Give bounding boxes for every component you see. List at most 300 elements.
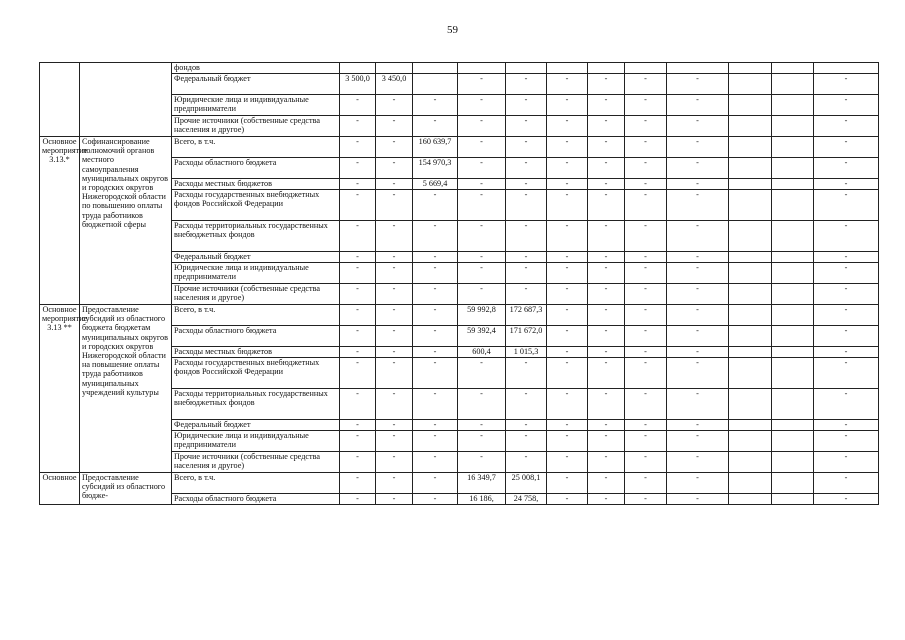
value-cell: - — [588, 420, 625, 431]
value-cell: - — [547, 347, 588, 358]
value-cell: - — [340, 305, 376, 326]
value-cell: - — [814, 358, 879, 389]
value-cell: - — [625, 190, 667, 221]
value-cell: - — [506, 452, 547, 473]
value-cell — [729, 190, 772, 221]
value-cell — [376, 63, 413, 74]
value-cell: - — [547, 190, 588, 221]
value-cell: - — [588, 326, 625, 347]
value-cell: 160 639,7 — [413, 137, 458, 158]
value-cell: - — [547, 452, 588, 473]
value-cell: - — [458, 420, 506, 431]
value-cell: - — [413, 284, 458, 305]
value-cell: - — [376, 347, 413, 358]
value-cell: - — [506, 95, 547, 116]
value-cell: - — [625, 137, 667, 158]
funding-source-cell: фондов — [172, 63, 340, 74]
value-cell: - — [413, 452, 458, 473]
event-name-cell — [80, 63, 172, 137]
value-cell: - — [458, 284, 506, 305]
value-cell: - — [547, 284, 588, 305]
value-cell: 59 992,8 — [458, 305, 506, 326]
value-cell: - — [588, 452, 625, 473]
value-cell — [413, 74, 458, 95]
value-cell: - — [458, 252, 506, 263]
value-cell: - — [506, 179, 547, 190]
value-cell: - — [413, 389, 458, 420]
value-cell: - — [413, 347, 458, 358]
value-cell — [814, 63, 879, 74]
funding-source-cell: Федеральный бюджет — [172, 74, 340, 95]
value-cell: - — [413, 420, 458, 431]
value-cell: - — [413, 252, 458, 263]
value-cell: - — [458, 137, 506, 158]
value-cell: - — [413, 190, 458, 221]
value-cell: - — [340, 452, 376, 473]
value-cell: 3 450,0 — [376, 74, 413, 95]
value-cell: - — [506, 420, 547, 431]
value-cell: - — [625, 221, 667, 252]
value-cell: 172 687,3 — [506, 305, 547, 326]
value-cell: - — [588, 221, 625, 252]
funding-source-cell: Расходы областного бюджета — [172, 326, 340, 347]
value-cell: - — [506, 389, 547, 420]
value-cell — [772, 179, 814, 190]
value-cell — [772, 494, 814, 505]
value-cell — [506, 63, 547, 74]
event-name-cell: Предоставление субсидий из областного бюдже- — [80, 473, 172, 505]
value-cell: - — [547, 305, 588, 326]
value-cell: - — [588, 347, 625, 358]
value-cell: - — [625, 358, 667, 389]
value-cell: - — [667, 494, 729, 505]
value-cell: - — [376, 305, 413, 326]
value-cell: - — [340, 347, 376, 358]
value-cell: - — [667, 252, 729, 263]
value-cell: 171 672,0 — [506, 326, 547, 347]
value-cell: - — [625, 95, 667, 116]
value-cell: - — [547, 263, 588, 284]
funding-source-cell: Федеральный бюджет — [172, 252, 340, 263]
funding-source-cell: Юридические лица и индивидуальные предприниматели — [172, 431, 340, 452]
value-cell: - — [340, 431, 376, 452]
value-cell: - — [458, 116, 506, 137]
value-cell: - — [376, 179, 413, 190]
value-cell: - — [376, 158, 413, 179]
value-cell — [458, 63, 506, 74]
value-cell: - — [667, 263, 729, 284]
value-cell — [729, 305, 772, 326]
funding-source-cell: Расходы местных бюджетов — [172, 347, 340, 358]
value-cell: - — [458, 358, 506, 389]
value-cell — [772, 190, 814, 221]
funding-source-cell: Расходы территориальных государственных внебюджетных фондов — [172, 221, 340, 252]
value-cell — [625, 63, 667, 74]
value-cell — [772, 74, 814, 95]
value-cell: - — [506, 74, 547, 95]
value-cell — [729, 347, 772, 358]
value-cell: - — [625, 179, 667, 190]
funding-source-cell: Расходы местных бюджетов — [172, 179, 340, 190]
value-cell — [729, 431, 772, 452]
value-cell — [729, 116, 772, 137]
value-cell: - — [588, 431, 625, 452]
value-cell — [772, 358, 814, 389]
value-cell: - — [625, 116, 667, 137]
value-cell: - — [588, 158, 625, 179]
value-cell: - — [458, 431, 506, 452]
value-cell: - — [413, 431, 458, 452]
value-cell: - — [506, 263, 547, 284]
value-cell — [729, 263, 772, 284]
value-cell — [729, 389, 772, 420]
value-cell: - — [458, 95, 506, 116]
value-cell: - — [506, 252, 547, 263]
value-cell: - — [547, 179, 588, 190]
value-cell: - — [588, 252, 625, 263]
value-cell — [729, 63, 772, 74]
value-cell — [772, 347, 814, 358]
value-cell: - — [458, 221, 506, 252]
value-cell: - — [340, 252, 376, 263]
value-cell: 16 349,7 — [458, 473, 506, 494]
value-cell — [729, 452, 772, 473]
value-cell: - — [413, 95, 458, 116]
table-row — [40, 305, 879, 326]
value-cell: - — [814, 263, 879, 284]
value-cell — [772, 452, 814, 473]
value-cell: - — [547, 326, 588, 347]
value-cell: - — [547, 358, 588, 389]
value-cell — [729, 137, 772, 158]
value-cell: - — [667, 158, 729, 179]
table-row — [40, 137, 879, 158]
value-cell: - — [667, 305, 729, 326]
value-cell: - — [340, 389, 376, 420]
funding-source-cell: Прочие источники (собственные средства населения и другое) — [172, 284, 340, 305]
value-cell: - — [625, 389, 667, 420]
value-cell — [772, 252, 814, 263]
value-cell: - — [376, 252, 413, 263]
value-cell: - — [588, 389, 625, 420]
value-cell: - — [814, 158, 879, 179]
page-number: 59 — [447, 24, 458, 36]
value-cell: - — [588, 305, 625, 326]
value-cell — [729, 494, 772, 505]
value-cell: - — [340, 95, 376, 116]
value-cell: - — [506, 158, 547, 179]
value-cell: - — [413, 116, 458, 137]
funding-source-cell: Юридические лица и индивидуальные предприниматели — [172, 95, 340, 116]
value-cell: - — [376, 473, 413, 494]
value-cell: - — [814, 305, 879, 326]
value-cell: - — [413, 326, 458, 347]
table-row — [40, 473, 879, 494]
funding-source-cell: Всего, в т.ч. — [172, 473, 340, 494]
value-cell: - — [506, 190, 547, 221]
value-cell — [729, 95, 772, 116]
value-cell: - — [588, 179, 625, 190]
value-cell: - — [458, 190, 506, 221]
value-cell: - — [814, 137, 879, 158]
value-cell: - — [625, 158, 667, 179]
value-cell: - — [506, 284, 547, 305]
value-cell — [729, 420, 772, 431]
value-cell: - — [506, 431, 547, 452]
value-cell: - — [814, 431, 879, 452]
value-cell: - — [376, 137, 413, 158]
value-cell: - — [667, 431, 729, 452]
value-cell: - — [376, 221, 413, 252]
event-name-cell: Предоставление субсидий из областного бюджета бюджетам муниципальных округов и городских округов Нижегородской области на повышение оплаты труда работников муниципальных учреждений культуры — [80, 305, 172, 473]
value-cell: - — [667, 74, 729, 95]
value-cell: - — [413, 221, 458, 252]
value-cell: - — [625, 252, 667, 263]
value-cell: - — [625, 263, 667, 284]
value-cell: - — [667, 347, 729, 358]
value-cell: - — [588, 190, 625, 221]
value-cell: - — [814, 420, 879, 431]
value-cell: - — [376, 431, 413, 452]
value-cell: - — [814, 190, 879, 221]
value-cell: - — [340, 494, 376, 505]
value-cell — [340, 63, 376, 74]
value-cell — [772, 431, 814, 452]
value-cell: - — [506, 137, 547, 158]
value-cell: - — [814, 116, 879, 137]
value-cell — [413, 63, 458, 74]
value-cell: - — [814, 221, 879, 252]
value-cell: - — [625, 473, 667, 494]
value-cell: - — [413, 358, 458, 389]
value-cell: - — [376, 263, 413, 284]
value-cell: - — [547, 431, 588, 452]
value-cell: - — [547, 221, 588, 252]
value-cell: - — [340, 221, 376, 252]
funding-source-cell: Всего, в т.ч. — [172, 137, 340, 158]
funding-source-cell: Расходы областного бюджета — [172, 158, 340, 179]
value-cell: 59 392,4 — [458, 326, 506, 347]
value-cell — [729, 358, 772, 389]
value-cell — [772, 389, 814, 420]
value-cell: - — [547, 473, 588, 494]
event-name-cell: Софинансирование полномочий органов местного самоуправления муниципальных округов и городских округов Нижегородской области по повышению оплаты труда работников бюджетной сферы — [80, 137, 172, 305]
value-cell: - — [814, 389, 879, 420]
value-cell: - — [625, 431, 667, 452]
value-cell: - — [413, 473, 458, 494]
value-cell: - — [458, 452, 506, 473]
value-cell: - — [667, 284, 729, 305]
value-cell: - — [458, 263, 506, 284]
value-cell: - — [588, 116, 625, 137]
value-cell: - — [588, 95, 625, 116]
value-cell: - — [588, 284, 625, 305]
value-cell — [772, 473, 814, 494]
value-cell: - — [814, 179, 879, 190]
value-cell: - — [667, 190, 729, 221]
value-cell: - — [340, 473, 376, 494]
value-cell: - — [667, 420, 729, 431]
value-cell — [729, 284, 772, 305]
funding-source-cell: Расходы государственных внебюджетных фондов Российской Федерации — [172, 358, 340, 389]
table-row — [40, 63, 879, 74]
value-cell: - — [506, 116, 547, 137]
value-cell: - — [814, 252, 879, 263]
value-cell: - — [588, 137, 625, 158]
value-cell — [772, 420, 814, 431]
value-cell: - — [588, 494, 625, 505]
value-cell: - — [667, 137, 729, 158]
value-cell: - — [588, 74, 625, 95]
value-cell: - — [625, 305, 667, 326]
value-cell: - — [588, 263, 625, 284]
value-cell: - — [814, 452, 879, 473]
value-cell: - — [667, 473, 729, 494]
value-cell: - — [376, 452, 413, 473]
value-cell — [588, 63, 625, 74]
value-cell: - — [547, 95, 588, 116]
value-cell: - — [814, 347, 879, 358]
value-cell — [729, 326, 772, 347]
value-cell: - — [814, 326, 879, 347]
funding-source-cell: Юридические лица и индивидуальные предприниматели — [172, 263, 340, 284]
value-cell: - — [547, 158, 588, 179]
value-cell — [772, 284, 814, 305]
value-cell: - — [814, 284, 879, 305]
event-cell: Основное мероприятие 3.13 ** — [40, 305, 80, 473]
value-cell: - — [340, 179, 376, 190]
value-cell: - — [376, 358, 413, 389]
value-cell: - — [667, 116, 729, 137]
funding-source-cell: Федеральный бюджет — [172, 420, 340, 431]
value-cell: 5 669,4 — [413, 179, 458, 190]
value-cell: - — [625, 452, 667, 473]
value-cell: - — [625, 494, 667, 505]
value-cell: - — [340, 116, 376, 137]
value-cell — [772, 137, 814, 158]
value-cell: - — [458, 389, 506, 420]
value-cell: - — [667, 221, 729, 252]
value-cell: - — [458, 179, 506, 190]
value-cell: - — [625, 420, 667, 431]
value-cell — [729, 74, 772, 95]
value-cell: - — [376, 116, 413, 137]
value-cell: - — [340, 263, 376, 284]
event-cell: Основное мероприятие 3.13.* — [40, 137, 80, 305]
value-cell — [772, 95, 814, 116]
value-cell: - — [340, 137, 376, 158]
value-cell: - — [376, 190, 413, 221]
value-cell: - — [667, 358, 729, 389]
funding-source-cell: Прочие источники (собственные средства населения и другое) — [172, 116, 340, 137]
value-cell: - — [458, 74, 506, 95]
value-cell: - — [814, 95, 879, 116]
value-cell: - — [340, 284, 376, 305]
value-cell: - — [625, 284, 667, 305]
value-cell: - — [376, 420, 413, 431]
value-cell: - — [667, 95, 729, 116]
funding-source-cell: Всего, в т.ч. — [172, 305, 340, 326]
value-cell: - — [376, 284, 413, 305]
value-cell: 16 186, — [458, 494, 506, 505]
value-cell — [729, 158, 772, 179]
value-cell: 1 015,3 — [506, 347, 547, 358]
budget-table — [39, 62, 879, 505]
value-cell: - — [814, 494, 879, 505]
event-cell: Основное — [40, 473, 80, 505]
value-cell: - — [588, 358, 625, 389]
value-cell: - — [376, 494, 413, 505]
value-cell: 25 008,1 — [506, 473, 547, 494]
value-cell: - — [340, 358, 376, 389]
value-cell: - — [667, 389, 729, 420]
value-cell: 600,4 — [458, 347, 506, 358]
value-cell: - — [547, 252, 588, 263]
value-cell: - — [547, 116, 588, 137]
value-cell — [772, 326, 814, 347]
value-cell: - — [667, 326, 729, 347]
value-cell: - — [667, 452, 729, 473]
value-cell: - — [547, 137, 588, 158]
value-cell: - — [547, 74, 588, 95]
funding-source-cell: Прочие источники (собственные средства населения и другое) — [172, 452, 340, 473]
value-cell: - — [376, 95, 413, 116]
funding-source-cell: Расходы территориальных государственных внебюджетных фондов — [172, 389, 340, 420]
value-cell: 3 500,0 — [340, 74, 376, 95]
value-cell: - — [547, 420, 588, 431]
value-cell: - — [547, 389, 588, 420]
value-cell: - — [625, 347, 667, 358]
funding-source-cell: Расходы областного бюджета — [172, 494, 340, 505]
value-cell: - — [458, 158, 506, 179]
value-cell: - — [413, 263, 458, 284]
value-cell: - — [506, 221, 547, 252]
value-cell: - — [340, 158, 376, 179]
value-cell — [729, 252, 772, 263]
value-cell — [772, 263, 814, 284]
value-cell: - — [814, 473, 879, 494]
value-cell: - — [588, 473, 625, 494]
value-cell: - — [376, 326, 413, 347]
value-cell: 24 758, — [506, 494, 547, 505]
value-cell — [772, 63, 814, 74]
value-cell — [729, 179, 772, 190]
value-cell — [772, 158, 814, 179]
value-cell: - — [814, 74, 879, 95]
value-cell: - — [340, 326, 376, 347]
value-cell: - — [667, 179, 729, 190]
value-cell — [772, 116, 814, 137]
value-cell — [667, 63, 729, 74]
value-cell — [729, 473, 772, 494]
funding-source-cell: Расходы государственных внебюджетных фондов Российской Федерации — [172, 190, 340, 221]
event-cell — [40, 63, 80, 137]
value-cell: - — [547, 494, 588, 505]
value-cell: - — [340, 190, 376, 221]
value-cell: - — [625, 74, 667, 95]
value-cell: - — [506, 358, 547, 389]
value-cell: 154 970,3 — [413, 158, 458, 179]
value-cell — [772, 221, 814, 252]
value-cell: - — [340, 420, 376, 431]
value-cell — [547, 63, 588, 74]
value-cell: - — [413, 494, 458, 505]
value-cell: - — [625, 326, 667, 347]
value-cell: - — [376, 389, 413, 420]
value-cell: - — [413, 305, 458, 326]
value-cell — [772, 305, 814, 326]
value-cell — [729, 221, 772, 252]
